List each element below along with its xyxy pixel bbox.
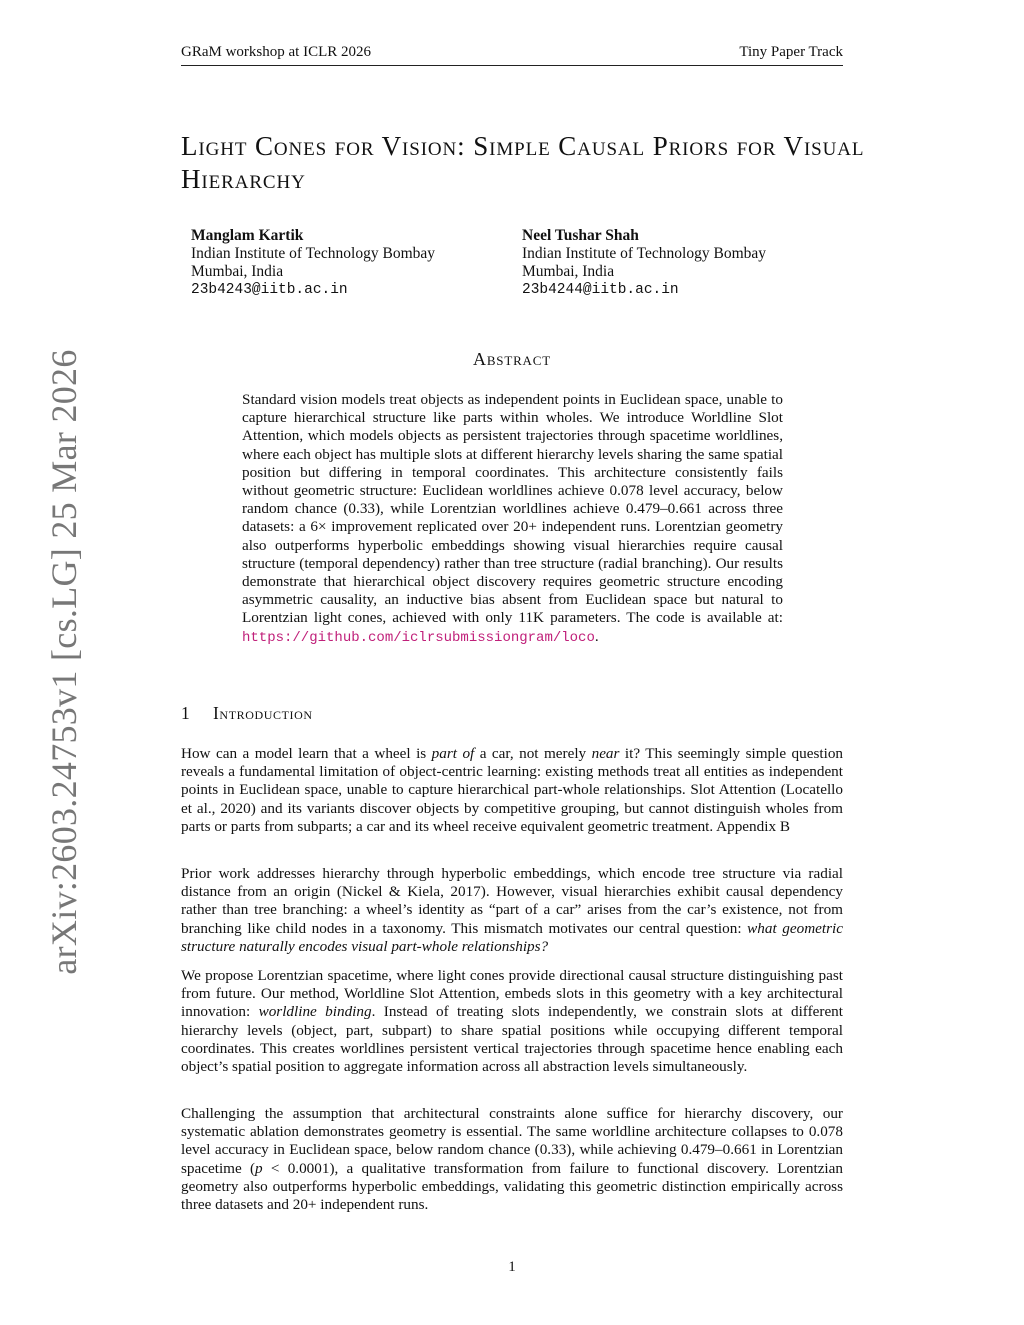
emphasis: part of xyxy=(431,745,475,762)
section-heading xyxy=(181,703,313,724)
paper-title: Light Cones for Vision: Simple Causal Priors for Visual Hierarchy xyxy=(181,131,865,194)
text-run: . Instead of treating slots independently, we constrain slots at different hierarchy levels (object, part, subpart) to share spatial positions while occupying different temporal coordinates. This creates worldlines persistent vertical trajectories through spacetime hence enabling each object’s spatial position to aggregate information across all abstraction levels simultaneously. xyxy=(181,1003,844,1076)
paragraph-2 xyxy=(181,865,843,956)
section-title: Introduction xyxy=(213,703,313,723)
author-affiliation: Indian Institute of Technology Bombay xyxy=(191,245,436,262)
running-header-right: Tiny Paper Track xyxy=(739,44,843,60)
abstract-heading: Abstract xyxy=(473,349,551,369)
header-divider xyxy=(181,65,843,66)
abstract-tail: . xyxy=(594,627,599,645)
author-location: Mumbai, India xyxy=(191,263,284,280)
text-run: a car, not merely xyxy=(474,745,592,762)
arxiv-side-stamp: arXiv:2603.24753v1 [cs.LG] 25 Mar 2026 xyxy=(44,349,84,975)
author-block-2 xyxy=(522,227,766,299)
emphasis: near xyxy=(591,745,620,762)
emphasis: worldline binding xyxy=(258,1003,372,1021)
abstract-body: Standard vision models treat objects as independent points in Euclidean space, unable to capture hierarchical structure like parts within wholes. We introduce Worldline Slot Attention, which models objects as persistent trajectories through spacetime worldlines, where each object has multiple slots at different hierarchy levels sharing the same spatial position but differing in temporal coordinates. This architecture consistently fails without geometric structure: Euclidean worldlines achieve 0.078 level accuracy, below random chance (0.33), while Lorentzian worldlines achieve 0.479–0.661 across three datasets: a 6× improvement replicated over 20+ independent runs. Lorentzian geometry also outperforms hyperbolic embeddings showing visual hierarchies require causal structure (temporal dependency) rather than tree structure (radial branching). Our results demonstrate that hierarchical object discovery requires geometric structure encoding asymmetric causality, an inductive bias absent from Euclidean space but natural to Lorentzian light cones, achieved with only 11K parameters. The code is available at: xyxy=(242,391,783,627)
text-run: < 0.0001), a qualitative transformation from failure to functional discovery. Lorentzian geometry also outperforms hyperbolic embeddings, validating this geometric distinction empirically across three datasets and 20+ independent runs. xyxy=(181,1159,843,1214)
text-run: Prior work addresses hierarchy through hyperbolic embeddings, which encode tree structure via radial distance from an origin (Nickel & Kiela, 2017). However, visual hierarchies exhibit causal dependency rather than tree branching: a wheel’s identity as “part of a car” arises from the car’s existence, not from branching like child nodes in a taxonomy. This mismatch motivates our central question: xyxy=(181,865,843,937)
math-symbol: p xyxy=(255,1159,263,1177)
running-header-left: GRaM workshop at ICLR 2026 xyxy=(181,44,371,60)
author-email[interactable]: 23b4244@iitb.ac.in xyxy=(522,282,679,298)
author-name: Neel Tushar Shah xyxy=(522,227,639,244)
abstract-text xyxy=(242,391,783,647)
emphasis: what geometric structure naturally encodes visual part-whole relationships? xyxy=(181,919,844,955)
text-run: Challenging the assumption that architectural constraints alone suffice for hierarchy discovery, our systematic ablation demonstrates geometry is essential. The same worldline architecture collapses to 0.078 level accuracy in Euclidean space, below random chance (0.33), while achieving 0.479–0.661 in Lorentzian spacetime ( xyxy=(181,1105,843,1177)
text-run: it? This seemingly simple question reveals a fundamental limitation of object-centric learning: existing methods treat all entities as independent points in Euclidean space, unable to capture hierarchical part-whole relationships. Slot Attention (Locatello et al., 2020) and its variants discover objects by competitive grouping, but cannot distinguish wholes from parts or parts from subparts; a car and its wheel receive equivalent geometric treatment. Appendix B xyxy=(181,745,844,835)
paragraph-4 xyxy=(181,1105,843,1214)
author-location: Mumbai, India xyxy=(522,263,615,280)
text-run: We propose Lorentzian spacetime, where light cones provide directional causal structure distinguishing past from future. Our method, Worldline Slot Attention, embeds slots in this geometry with a key architectural innovation: xyxy=(181,967,843,1021)
text-run: How can a model learn that a wheel is xyxy=(181,745,432,762)
section-number: 1 xyxy=(181,703,191,723)
author-affiliation: Indian Institute of Technology Bombay xyxy=(522,245,767,262)
paragraph-3 xyxy=(181,967,843,1076)
code-link[interactable]: https://github.com/iclrsubmissiongram/loco xyxy=(242,629,595,646)
page-number: 1 xyxy=(508,1259,516,1275)
paragraph-1 xyxy=(181,745,843,836)
author-email[interactable]: 23b4243@iitb.ac.in xyxy=(191,282,348,298)
author-block-1 xyxy=(191,227,435,299)
author-name: Manglam Kartik xyxy=(191,227,304,244)
